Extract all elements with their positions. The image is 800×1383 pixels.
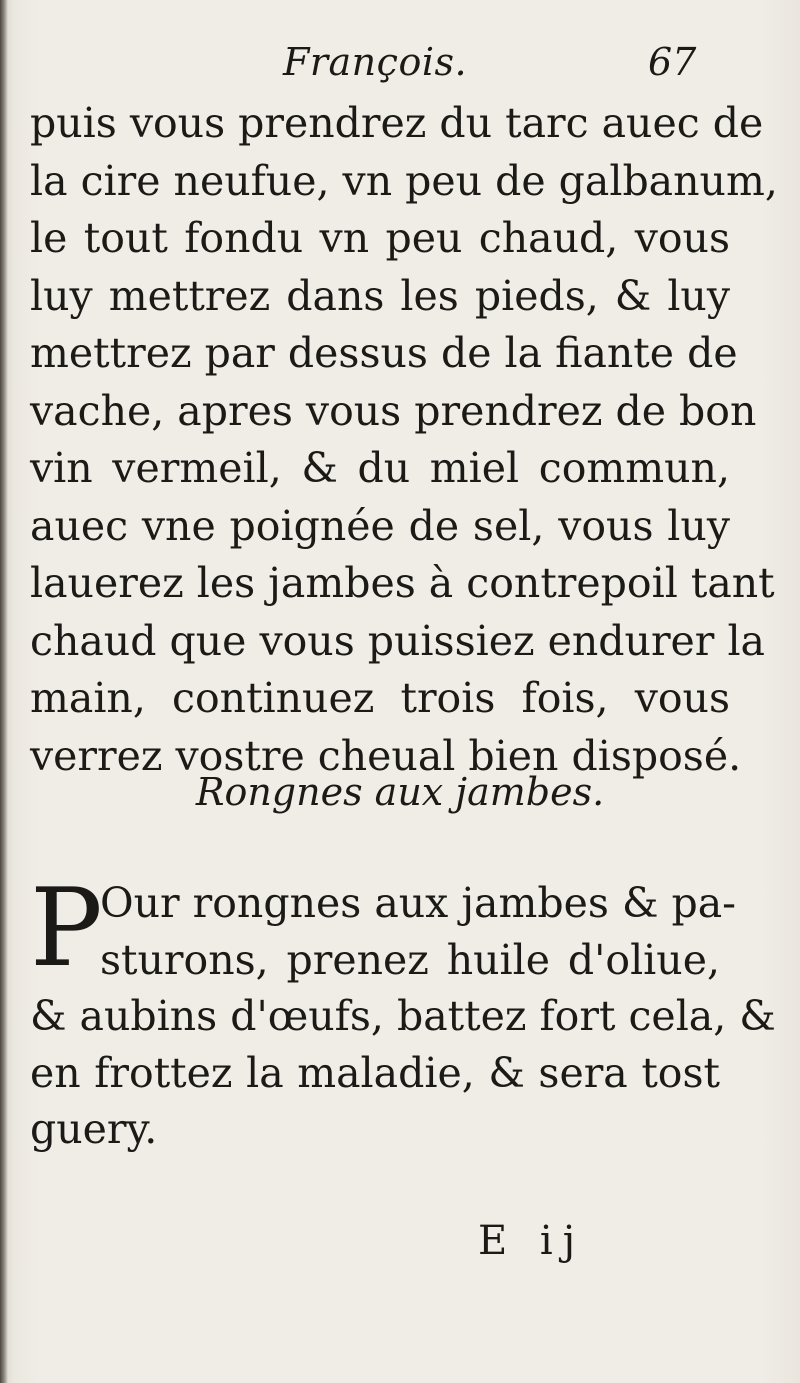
signature-mark: E ij: [478, 1218, 586, 1264]
text-line: puis vous prendrez du tarc auec de: [30, 99, 764, 147]
text-line: main, continuez trois fois, vous: [30, 674, 730, 722]
page-header: [0, 40, 800, 90]
text-line: & aubins d'œufs, battez fort cela, &: [30, 992, 776, 1040]
page-number: 67: [648, 40, 697, 84]
text-line: chaud que vous puissiez endurer la: [30, 616, 765, 665]
section-paragraph: [30, 866, 776, 1158]
text-line: vin vermeil, & du miel commun,: [30, 444, 730, 492]
text-line: auec vne poignée de sel, vous luy: [30, 501, 730, 550]
section-heading: Rongnes aux jambes.: [195, 770, 605, 814]
text-line: en frottez la maladie, & sera tost: [30, 1048, 720, 1097]
drop-cap: P: [30, 866, 103, 991]
text-line: luy mettrez dans les pieds, & luy: [30, 271, 730, 320]
text-line: le tout fondu vn peu chaud, vous: [30, 214, 730, 262]
text-line: Our rongnes aux jambes & pa-: [100, 879, 737, 927]
text-line: mettrez par dessus de la fiante de: [30, 329, 738, 377]
text-line: sturons, prenez huile d'oliue,: [100, 935, 720, 984]
text-line: lauerez les jambes à contrepoil tant: [30, 559, 775, 607]
text-line: la cire neufue, vn peu de galbanum,: [30, 156, 778, 205]
paragraph-remedy-continued: [30, 95, 778, 785]
page-gutter: [0, 0, 8, 1383]
running-title: François.: [283, 40, 468, 84]
text-line: vache, apres vous prendrez de bon: [30, 386, 757, 435]
text-line: guery.: [30, 1105, 158, 1153]
text-line: verrez vostre cheual bien disposé.: [30, 731, 742, 780]
